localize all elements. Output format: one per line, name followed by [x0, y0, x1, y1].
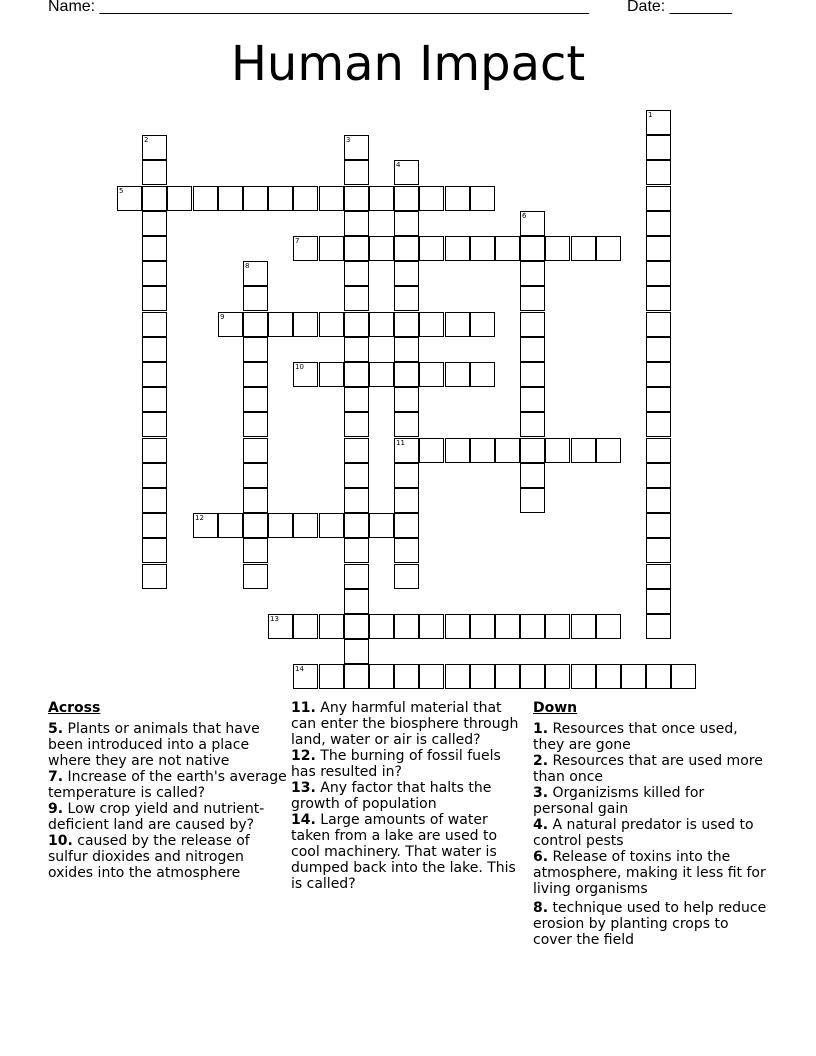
clue-across-7: 7. Increase of the earth's average temperature is called?	[48, 769, 287, 801]
grid-cell[interactable]	[344, 488, 369, 513]
clue-across-13: 13. Any factor that halts the growth of population	[291, 780, 492, 812]
grid-cell[interactable]	[520, 463, 545, 488]
name-field: Name: _______________________________________________________	[48, 0, 589, 15]
clue-number: 6	[522, 212, 527, 220]
grid-cell[interactable]	[646, 564, 671, 589]
clue-down-2: 2. Resources that are used more than once	[533, 753, 763, 785]
grid-cell[interactable]	[646, 513, 671, 538]
grid-cell[interactable]	[319, 236, 344, 261]
clue-number: 2	[144, 136, 149, 144]
grid-cell[interactable]	[117, 186, 142, 211]
grid-cell[interactable]	[319, 312, 344, 337]
grid-cell[interactable]	[445, 186, 470, 211]
clue-across-14: 14. Large amounts of water taken from a lake are used to cool machinery. That water is dumped back into the lake. This is called?	[291, 812, 516, 892]
clue-down-6: 6. Release of toxins into the atmosphere, making it less fit for living organisms	[533, 849, 766, 897]
date-field: Date: _______	[627, 0, 732, 15]
grid-cell[interactable]	[243, 564, 268, 589]
grid-cell[interactable]	[142, 538, 167, 563]
grid-cell[interactable]	[344, 513, 369, 538]
grid-cell[interactable]	[394, 488, 419, 513]
grid-cell[interactable]	[571, 438, 596, 463]
grid-cell[interactable]	[495, 664, 520, 689]
clue-across-5: 5. Plants or animals that have been introduced into a place where they are not native	[48, 721, 260, 769]
grid-cell[interactable]	[646, 589, 671, 614]
grid-cell[interactable]	[142, 438, 167, 463]
grid-cell[interactable]	[243, 387, 268, 412]
grid-cell[interactable]	[142, 513, 167, 538]
grid-cell[interactable]	[293, 513, 318, 538]
grid-cell[interactable]	[419, 312, 444, 337]
grid-cell[interactable]	[646, 135, 671, 160]
grid-cell[interactable]	[243, 312, 268, 337]
grid-cell[interactable]	[520, 211, 545, 236]
grid-cell[interactable]	[344, 614, 369, 639]
clue-number: 3	[346, 136, 351, 144]
grid-cell[interactable]	[646, 236, 671, 261]
grid-cell[interactable]	[293, 186, 318, 211]
grid-cell[interactable]	[344, 135, 369, 160]
grid-cell[interactable]	[293, 614, 318, 639]
clue-number: 11	[396, 439, 405, 447]
grid-cell[interactable]	[142, 362, 167, 387]
grid-cell[interactable]	[596, 614, 621, 639]
clue-number: 4	[396, 161, 401, 169]
grid-cell[interactable]	[646, 438, 671, 463]
grid-cell[interactable]	[344, 362, 369, 387]
clue-number: 8	[245, 262, 250, 270]
down-clues-column	[533, 700, 768, 948]
grid-cell[interactable]	[419, 362, 444, 387]
grid-cell[interactable]	[268, 614, 293, 639]
grid-cell[interactable]	[520, 261, 545, 286]
grid-cell[interactable]	[520, 412, 545, 437]
grid-cell[interactable]	[445, 438, 470, 463]
grid-cell[interactable]	[394, 538, 419, 563]
grid-cell[interactable]	[646, 362, 671, 387]
grid-cell[interactable]	[344, 160, 369, 185]
grid-cell[interactable]	[646, 488, 671, 513]
grid-cell[interactable]	[646, 614, 671, 639]
across-clues-column	[48, 700, 288, 881]
grid-cell[interactable]	[369, 236, 394, 261]
clue-across-12: 12. The burning of fossil fuels has resulted in?	[291, 748, 501, 780]
clue-number: 9	[220, 313, 225, 321]
grid-cell[interactable]	[646, 312, 671, 337]
grid-cell[interactable]	[520, 236, 545, 261]
grid-cell[interactable]	[394, 236, 419, 261]
clue-number: 1	[648, 111, 653, 119]
grid-cell[interactable]	[344, 438, 369, 463]
grid-cell[interactable]	[344, 664, 369, 689]
grid-cell[interactable]	[646, 160, 671, 185]
across-heading: Across	[48, 700, 101, 716]
grid-cell[interactable]	[445, 236, 470, 261]
grid-cell[interactable]	[394, 211, 419, 236]
grid-cell[interactable]	[369, 664, 394, 689]
grid-cell[interactable]	[344, 186, 369, 211]
grid-cell[interactable]	[646, 337, 671, 362]
grid-cell[interactable]	[293, 236, 318, 261]
grid-cell[interactable]	[243, 513, 268, 538]
grid-cell[interactable]	[142, 488, 167, 513]
grid-cell[interactable]	[142, 261, 167, 286]
grid-cell[interactable]	[142, 387, 167, 412]
grid-cell[interactable]	[470, 664, 495, 689]
grid-cell[interactable]	[394, 412, 419, 437]
grid-cell[interactable]	[470, 362, 495, 387]
grid-cell[interactable]	[142, 286, 167, 311]
grid-cell[interactable]	[344, 387, 369, 412]
grid-cell[interactable]	[596, 236, 621, 261]
grid-cell[interactable]	[520, 488, 545, 513]
grid-cell[interactable]	[142, 160, 167, 185]
grid-cell[interactable]	[394, 160, 419, 185]
grid-cell[interactable]	[319, 513, 344, 538]
grid-cell[interactable]	[142, 564, 167, 589]
clue-number: 12	[195, 514, 204, 522]
grid-cell[interactable]	[344, 463, 369, 488]
puzzle-title: Human Impact	[230, 36, 586, 92]
across-clues-continued	[291, 700, 523, 892]
grid-cell[interactable]	[243, 463, 268, 488]
grid-cell[interactable]	[344, 564, 369, 589]
grid-cell[interactable]	[319, 614, 344, 639]
grid-cell[interactable]	[142, 463, 167, 488]
grid-cell[interactable]	[243, 286, 268, 311]
grid-cell[interactable]	[344, 538, 369, 563]
grid-cell[interactable]	[520, 286, 545, 311]
grid-cell[interactable]	[394, 362, 419, 387]
grid-cell[interactable]	[470, 614, 495, 639]
clue-across-9: 9. Low crop yield and nutrient-deficient land are caused by?	[48, 801, 265, 833]
grid-cell[interactable]	[571, 614, 596, 639]
grid-cell[interactable]	[394, 286, 419, 311]
grid-cell[interactable]	[293, 312, 318, 337]
grid-cell[interactable]	[646, 664, 671, 689]
down-heading: Down	[533, 700, 578, 716]
grid-cell[interactable]	[142, 412, 167, 437]
grid-cell[interactable]	[167, 186, 192, 211]
clue-across-11: 11. Any harmful material that can enter the biosphere through land, water or air is called?	[291, 700, 519, 748]
grid-cell[interactable]	[344, 412, 369, 437]
grid-cell[interactable]	[545, 438, 570, 463]
grid-cell[interactable]	[142, 337, 167, 362]
grid-cell[interactable]	[419, 438, 444, 463]
grid-cell[interactable]	[470, 186, 495, 211]
grid-cell[interactable]	[394, 261, 419, 286]
clue-number: 13	[270, 615, 279, 623]
grid-cell[interactable]	[419, 664, 444, 689]
grid-cell[interactable]	[344, 312, 369, 337]
grid-cell[interactable]	[470, 312, 495, 337]
grid-cell[interactable]	[646, 463, 671, 488]
grid-cell[interactable]	[243, 488, 268, 513]
grid-cell[interactable]	[571, 236, 596, 261]
grid-cell[interactable]	[243, 186, 268, 211]
grid-cell[interactable]	[394, 186, 419, 211]
grid-cell[interactable]	[646, 261, 671, 286]
grid-cell[interactable]	[445, 664, 470, 689]
grid-cell[interactable]	[218, 513, 243, 538]
grid-cell[interactable]	[520, 438, 545, 463]
grid-cell[interactable]	[646, 412, 671, 437]
grid-cell[interactable]	[671, 664, 696, 689]
grid-cell[interactable]	[268, 186, 293, 211]
grid-cell[interactable]	[596, 438, 621, 463]
clue-number: 7	[295, 237, 300, 245]
grid-cell[interactable]	[545, 614, 570, 639]
grid-cell[interactable]	[243, 337, 268, 362]
grid-cell[interactable]	[520, 337, 545, 362]
grid-cell[interactable]	[470, 236, 495, 261]
grid-cell[interactable]	[369, 312, 394, 337]
grid-cell[interactable]	[520, 614, 545, 639]
grid-cell[interactable]	[369, 362, 394, 387]
grid-cell[interactable]	[142, 236, 167, 261]
grid-cell[interactable]	[344, 639, 369, 664]
grid-cell[interactable]	[344, 286, 369, 311]
grid-cell[interactable]	[419, 614, 444, 639]
grid-cell[interactable]	[394, 337, 419, 362]
grid-cell[interactable]	[344, 261, 369, 286]
grid-cell[interactable]	[268, 513, 293, 538]
grid-cell[interactable]	[445, 312, 470, 337]
grid-cell[interactable]	[193, 513, 218, 538]
grid-cell[interactable]	[268, 312, 293, 337]
grid-cell[interactable]	[369, 513, 394, 538]
grid-cell[interactable]	[142, 211, 167, 236]
grid-cell[interactable]	[470, 438, 495, 463]
grid-cell[interactable]	[319, 362, 344, 387]
grid-cell[interactable]	[293, 664, 318, 689]
grid-cell[interactable]	[243, 438, 268, 463]
grid-cell[interactable]	[319, 186, 344, 211]
grid-cell[interactable]	[142, 135, 167, 160]
grid-cell[interactable]	[218, 186, 243, 211]
grid-cell[interactable]	[344, 337, 369, 362]
grid-cell[interactable]	[243, 362, 268, 387]
clue-number: 10	[295, 363, 304, 371]
grid-cell[interactable]	[621, 664, 646, 689]
grid-cell[interactable]	[520, 664, 545, 689]
grid-cell[interactable]	[344, 236, 369, 261]
grid-cell[interactable]	[520, 387, 545, 412]
grid-cell[interactable]	[394, 614, 419, 639]
grid-cell[interactable]	[243, 538, 268, 563]
grid-cell[interactable]	[646, 286, 671, 311]
grid-cell[interactable]	[445, 362, 470, 387]
grid-cell[interactable]	[369, 614, 394, 639]
grid-cell[interactable]	[394, 387, 419, 412]
clue-down-1: 1. Resources that once used, they are gone	[533, 721, 738, 753]
grid-cell[interactable]	[520, 312, 545, 337]
grid-cell[interactable]	[596, 664, 621, 689]
clue-number: 5	[119, 187, 124, 195]
grid-cell[interactable]	[218, 312, 243, 337]
grid-cell[interactable]	[646, 211, 671, 236]
grid-cell[interactable]	[344, 211, 369, 236]
grid-cell[interactable]	[344, 589, 369, 614]
grid-cell[interactable]	[394, 513, 419, 538]
grid-cell[interactable]	[394, 312, 419, 337]
grid-cell[interactable]	[394, 463, 419, 488]
grid-cell[interactable]	[646, 110, 671, 135]
grid-cell[interactable]	[243, 412, 268, 437]
grid-cell[interactable]	[571, 664, 596, 689]
grid-cell[interactable]	[243, 261, 268, 286]
clue-down-3: 3. Organizisms killed for personal gain	[533, 785, 705, 817]
grid-cell[interactable]	[545, 664, 570, 689]
grid-cell[interactable]	[419, 236, 444, 261]
grid-cell[interactable]	[646, 387, 671, 412]
grid-cell[interactable]	[646, 538, 671, 563]
grid-cell[interactable]	[369, 186, 394, 211]
grid-cell[interactable]	[319, 664, 344, 689]
clue-down-8: 8. technique used to help reduce erosion by planting crops to cover the field	[533, 900, 767, 948]
grid-cell[interactable]	[520, 362, 545, 387]
grid-cell[interactable]	[142, 186, 167, 211]
grid-cell[interactable]	[394, 664, 419, 689]
grid-cell[interactable]	[293, 362, 318, 387]
grid-cell[interactable]	[419, 186, 444, 211]
grid-cell[interactable]	[394, 438, 419, 463]
grid-cell[interactable]	[394, 564, 419, 589]
grid-cell[interactable]	[646, 186, 671, 211]
clue-across-10: 10. caused by the release of sulfur dioxides and nitrogen oxides into the atmosphere	[48, 833, 250, 881]
clue-down-4: 4. A natural predator is used to control pests	[533, 817, 754, 849]
grid-cell[interactable]	[495, 236, 520, 261]
grid-cell[interactable]	[445, 614, 470, 639]
clue-number: 14	[295, 665, 304, 673]
grid-cell[interactable]	[545, 236, 570, 261]
grid-cell[interactable]	[495, 438, 520, 463]
grid-cell[interactable]	[193, 186, 218, 211]
grid-cell[interactable]	[495, 614, 520, 639]
grid-cell[interactable]	[142, 312, 167, 337]
